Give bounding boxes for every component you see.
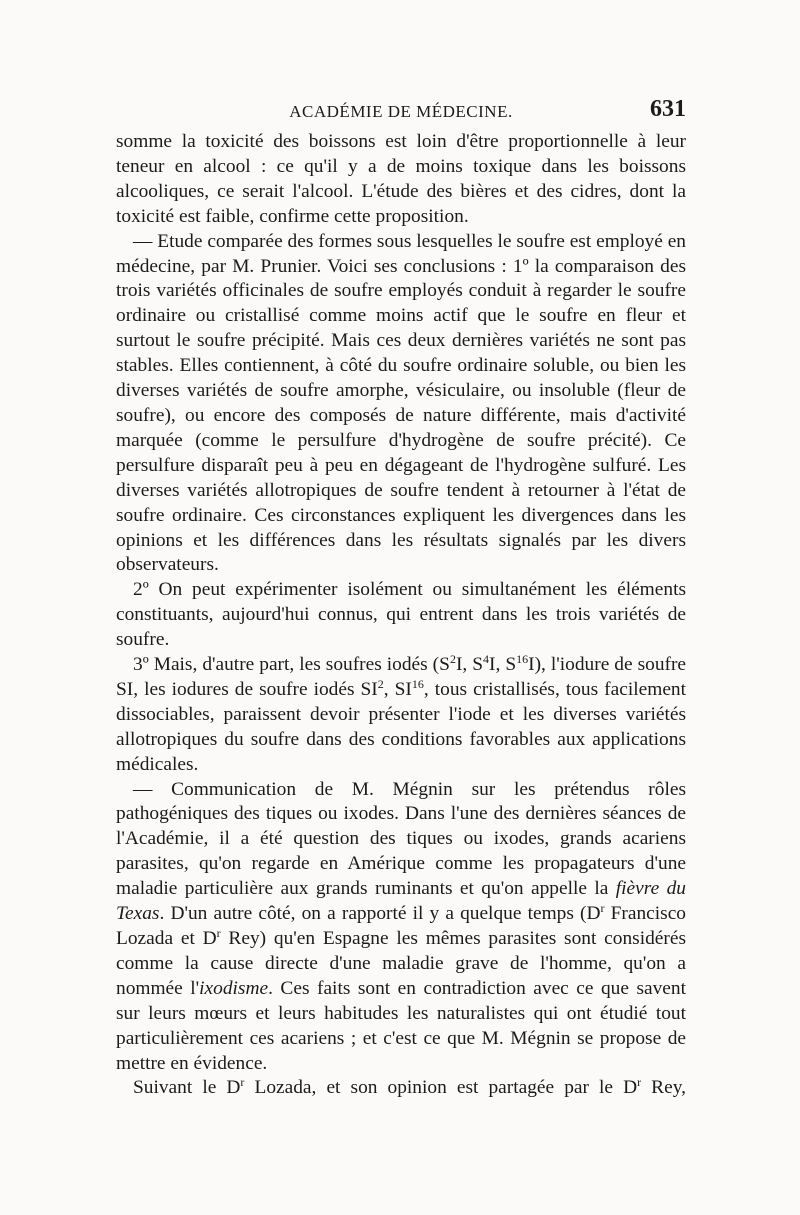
subscript-number: 16: [411, 676, 424, 691]
text-run: , SI: [383, 678, 412, 700]
page-header: [116, 96, 686, 130]
text-run: Suivant le D: [133, 1077, 241, 1099]
book-page: [116, 96, 686, 1101]
text-run: . D'un autre côté, on a rapporté il y a quelque temps (D: [159, 903, 601, 925]
title-abbrev: r: [216, 926, 221, 940]
text-run: Rey) qu'en Espagne les mêmes parasites sont considérés comme la cause directe d'une maladie grave de l'homme, qu'on a nommée l': [116, 928, 686, 999]
text-run: — Communication de M. Mégnin sur les prétendus rôles pathogéniques des tiques ou ixodes. Dans l'une des dernières séances de l'Académie, il a été question des tiques ou ixodes, grands acariens parasites, qu'on regarde en Amérique comme les propagateurs d'une maladie particulière aux grands ruminants et qu'on appelle la: [116, 778, 686, 900]
subscript-number: 4: [483, 652, 490, 667]
text-run: Rey,: [641, 1077, 687, 1099]
text-run: 3º Mais, d'autre part, les soufres iodés (S: [133, 654, 450, 676]
subscript-number: 2: [449, 652, 456, 667]
text-run: Lozada, et son opinion est partagée par le D: [244, 1077, 638, 1099]
text-run: , tous cristallisés, tous facilement dissociables, paraissent devoir présenter l'iode et les diverses variétés allotropiques du soufre dans des conditions favorables aux applications médicales.: [116, 678, 687, 775]
body-text: [116, 130, 686, 1101]
text-run: I, S: [455, 654, 484, 676]
paragraph-lozada: [116, 1076, 686, 1101]
text-run: Francisco Lozada et D: [116, 903, 686, 949]
text-run: I), l'iodure de soufre SI, les iodures de soufre iodés SI: [116, 654, 687, 700]
title-abbrev: r: [637, 1075, 642, 1090]
text-run: . Ces faits sont en contradiction avec ce que savent sur leurs mœurs et leurs habitudes les naturalistes qui ont étudié tout particulièrement ces acariens ; et c'est ce que M. Mégnin se propose de mettre en évidence.: [116, 977, 686, 1074]
page-number: 631: [650, 96, 686, 122]
paragraph-conclusion-3: [116, 653, 686, 778]
subscript-number: 16: [516, 652, 529, 667]
subscript-number: 2: [377, 676, 384, 691]
text-run: I, S: [489, 654, 517, 676]
title-abbrev: r: [600, 901, 605, 916]
paragraph-megnin-ticks: [116, 778, 686, 1077]
running-title: ACADÉMIE DE MÉDECINE.: [289, 102, 513, 121]
italic-term-ixodisme: ixodisme: [199, 977, 269, 999]
paragraph-conclusion-2: 2º On peut expérimenter isolément ou simultanément les éléments constituants, aujourd'hui connus, qui entrent dans les trois variétés de soufre.: [116, 579, 686, 651]
paragraph-toxicity-conclusion: somme la toxicité des boissons est loin d'être proportionnelle à leur teneur en alcool : ce qu'il y a de moins toxique dans les boissons alcooliques, ce serait l'alcool. L'étude des bières et des cidres, dont la toxicité est faible, confirme cette proposition.: [116, 131, 686, 227]
paragraph-prunier-sulfur: — Etude comparée des formes sous lesquelles le soufre est employé en médecine, par M. Prunier. Voici ses conclusions : 1º la comparaison des trois variétés officinales de soufre employés conduit à regarder le soufre ordinaire ou cristallisé comme moins actif que le soufre en fleur et surtout le soufre précipité. Mais ces deux dernières variétés ne sont pas stables. Elles contiennent, à côté du soufre ordinaire soluble, ou bien les diverses variétés de soufre amorphe, vésiculaire, ou insoluble (fleur de soufre), ou encore des composés de nature différente, mais d'activité marquée (comme le persulfure d'hydrogène de soufre précité). Ce persulfure disparaît peu à peu en dégageant de l'hydrogène sulfuré. Les diverses variétés allotropiques de soufre tendent à retourner à l'état de soufre ordinaire. Ces circonstances expliquent les divergences dans les opinions et les différences dans les résultats signalés par les divers observateurs.: [116, 230, 687, 576]
title-abbrev: r: [240, 1075, 245, 1090]
italic-term-fievre: fièvre du Texas: [116, 878, 686, 925]
